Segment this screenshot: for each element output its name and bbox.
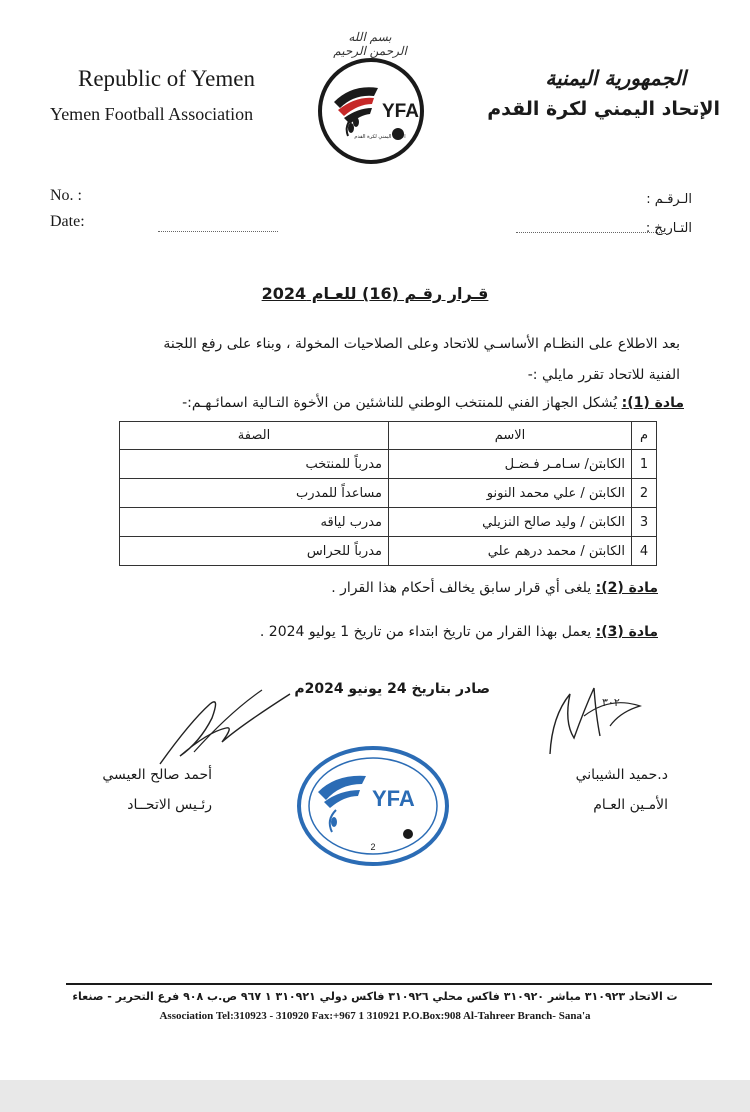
members-table: [119, 421, 657, 566]
republic-en: Republic of Yemen: [78, 66, 255, 91]
footer-english: Association Tel:310923 - 310920 Fax:+967 1 310921 P.O.Box:908 Al-Tahreer Branch- Sana'a: [159, 1010, 591, 1022]
header-role: الصفة: [120, 422, 389, 450]
row-number: 3: [632, 508, 657, 537]
association-en: Yemen Football Association: [50, 104, 254, 124]
preamble-line1: بعد الاطلاع على النظـام الأساسـي للاتحاد وعلى الصلاحيات المخولة ، وبناء على رفع اللجنة: [163, 336, 680, 352]
table-row: [120, 450, 657, 479]
table-row: [120, 479, 657, 508]
preamble-line2: الفنية للاتحاد تقرر مايلي :-: [527, 367, 680, 383]
table-row: [120, 508, 657, 537]
article-1: [44, 395, 684, 411]
header-m: م: [632, 422, 657, 450]
row-number: 2: [632, 479, 657, 508]
article-2-head: مادة (2):: [595, 580, 658, 596]
row-name: الكابتن / علي محمد النونو: [389, 479, 632, 508]
left-signature-scribble: [150, 682, 300, 778]
number-label-ar: الـرقـم :: [646, 192, 692, 207]
right-signer-title: الأمـين العـام: [593, 797, 668, 813]
footer-divider: [66, 983, 712, 985]
row-role: مدرباً للحراس: [120, 537, 389, 566]
left-signer-name: أحمد صالح العيسي: [102, 767, 212, 783]
footer-arabic: ت الاتحاد ٣١٠٩٢٣ مباشر ٣١٠٩٢٠ فاكس محلي ٣١٠٩٢٦ فاكس دولي ٣١٠٩٢١ ١ ٩٦٧ ص.ب ٩٠٨ فرع التحرير - صنعاء: [72, 990, 678, 1003]
issued-date: صادر بتاريخ 24 يونيو 2024م: [294, 681, 490, 697]
article-3-text: يعمل بهذا القرار من تاريخ ابتداء من تاريخ 1 يوليو 2024 .: [259, 624, 592, 640]
scan-bottom-band: [0, 1080, 750, 1112]
header-name: الاسم: [389, 422, 632, 450]
stamp-text: YFA: [372, 786, 415, 811]
row-name: الكابتن / وليد صالح النزيلي: [389, 508, 632, 537]
article-1-text: يُشكل الجهاز الفني للمنتخب الوطني للناشئين من الأخوة التـالية اسمائـهـم:-: [182, 395, 618, 411]
signature-mark: ٣٠٢: [602, 696, 620, 709]
logo-subtext: الاتحاد اليمني لكرة القدم: [354, 134, 406, 140]
date-line: [158, 231, 278, 232]
article-3-head: مادة (3):: [595, 624, 658, 640]
left-signer-title: رئـيس الاتحــاد: [127, 797, 212, 813]
article-2-text: يلغى أي قرار سابق يخالف أحكام هذا القرار .: [331, 580, 592, 596]
date-line-ar: [516, 232, 662, 233]
right-signature-scribble: [540, 676, 650, 760]
yfa-logo-graphic: [322, 62, 420, 160]
row-name: الكابتن/ سـامـر فـضـل: [389, 450, 632, 479]
table-row: [120, 537, 657, 566]
row-name: الكابتن / محمد درهم علي: [389, 537, 632, 566]
logo-text: YFA: [382, 101, 419, 122]
basmala: بسم الله الرحمن الرحيم: [333, 30, 407, 58]
decision-title: قـرار رقـم (16) للعـام 2024: [261, 284, 489, 303]
table-header-row: [120, 422, 657, 450]
yfa-logo: [318, 58, 424, 164]
republic-ar: الجمهورية اليمنية: [545, 66, 686, 90]
stamp-number: 2: [370, 842, 376, 852]
article-3: [58, 624, 658, 640]
association-ar: الإتحاد اليمني لكرة القدم: [487, 98, 720, 120]
right-signer-name: د.حميد الشيباني: [575, 767, 668, 783]
date-label-ar: التـاريخ :: [645, 221, 692, 236]
article-2: [58, 580, 658, 596]
row-number: 1: [632, 450, 657, 479]
yfa-stamp: [296, 744, 450, 868]
article-1-head: مادة (1):: [621, 395, 684, 411]
row-role: مدرب لياقه: [120, 508, 389, 537]
no-label: No. :: [50, 187, 82, 204]
row-role: مدرباً للمنتخب: [120, 450, 389, 479]
row-role: مساعداً للمدرب: [120, 479, 389, 508]
row-number: 4: [632, 537, 657, 566]
date-label: Date:: [50, 213, 85, 230]
